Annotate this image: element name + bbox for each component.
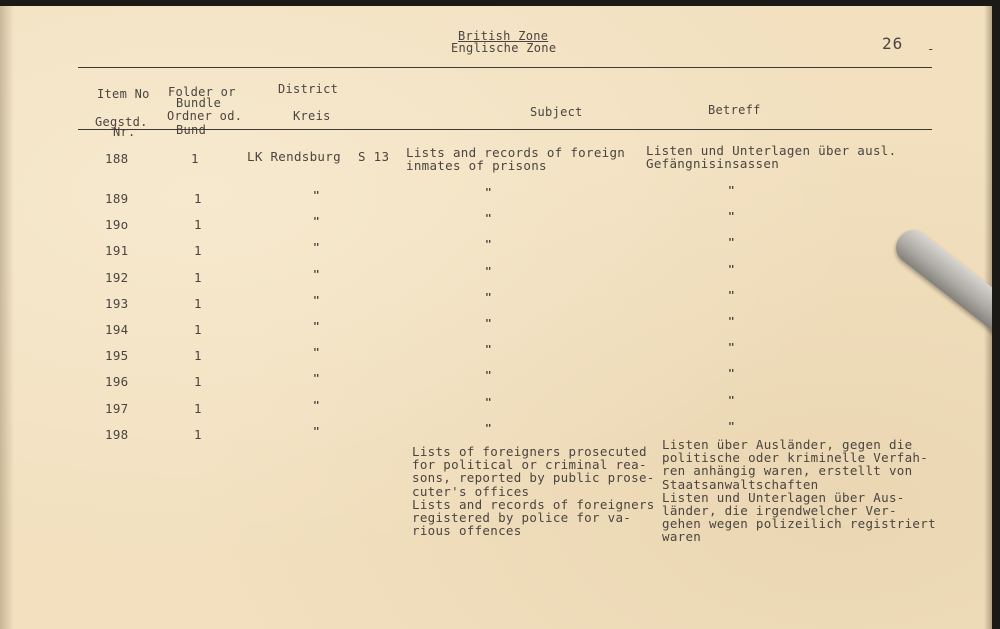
header-top-rule: [78, 67, 932, 68]
page-number-mark: -: [927, 41, 935, 56]
row-item-number: 195: [105, 348, 129, 364]
header-bottom-rule: [78, 129, 932, 130]
row-district-ditto: ": [313, 241, 320, 255]
binding-shadow: [0, 6, 14, 629]
row-folder-count: 1: [194, 191, 202, 206]
row-subject-ditto: ": [485, 395, 492, 409]
row-item-number: 198: [105, 426, 129, 442]
row-subject-ditto: ": [485, 421, 492, 435]
row-betreff-ditto: ": [728, 315, 735, 328]
row-betreff-ditto: ": [728, 419, 735, 433]
col-item-label-de: Gegstd.: [95, 115, 148, 129]
row-188-betreff-line2: Gefängnisinsassen: [646, 156, 780, 171]
row-188-section: S 13: [358, 149, 390, 164]
row-betreff-ditto: ": [728, 393, 735, 407]
row-subject-ditto: ": [485, 238, 492, 252]
row-item-number: 196: [105, 374, 129, 390]
row-district-ditto: ": [313, 267, 320, 281]
row-folder-count: 1: [194, 374, 202, 390]
row-folder-count: 1: [194, 217, 202, 233]
row-district-ditto: ": [313, 372, 320, 386]
row-188-district: LK Rendsburg: [247, 149, 341, 164]
col-item-label-abbrev: Nr.: [113, 125, 136, 139]
row-item-number: 197: [105, 400, 129, 416]
row-188-folder: 1: [191, 151, 199, 166]
row-item-number: 194: [105, 322, 129, 337]
row-betreff-ditto: ": [728, 210, 735, 224]
row-district-ditto: ": [313, 320, 320, 333]
row-district-ditto: ": [313, 424, 320, 438]
row-item-number: 192: [105, 269, 129, 285]
row-district-ditto: ": [313, 189, 320, 202]
row-district-ditto: ": [313, 346, 320, 360]
col-subject-label: Subject: [530, 105, 583, 119]
row-subject-ditto: ": [485, 186, 492, 199]
page-number: 26: [882, 34, 904, 53]
row-188-subject-line1: Lists and records of foreign: [406, 145, 626, 160]
pointer-tool: [890, 224, 992, 349]
col-betreff-label: Betreff: [708, 103, 761, 117]
row-item-number: 189: [105, 191, 129, 206]
col-folder-label-3: Ordner od.: [167, 109, 243, 123]
row-188-item: 188: [105, 151, 129, 166]
col-folder-label-4: Bund: [176, 123, 207, 137]
row-subject-ditto: ": [485, 369, 492, 383]
row-item-number: 19o: [105, 217, 129, 233]
row-folder-count: 1: [194, 348, 202, 364]
row-item-number: 193: [105, 295, 129, 311]
row-folder-count: 1: [194, 400, 202, 416]
row-folder-count: 1: [194, 426, 202, 442]
col-district-label-de: Kreis: [293, 109, 331, 123]
row-subject-ditto: ": [485, 343, 492, 357]
row-subject-ditto: ": [485, 317, 492, 330]
zone-title-english: British Zone: [458, 29, 549, 43]
row-folder-count: 1: [194, 269, 202, 285]
col-folder-label-1: Folder or: [168, 85, 236, 99]
subject-notes-block: Lists of foreigners prosecuted for political or criminal rea- sons, reported by public prose- cuter's offices Lists and records of foreigners registered by police for va- rious offences: [412, 444, 655, 539]
row-betreff-ditto: ": [728, 367, 735, 381]
row-folder-count: 1: [194, 243, 202, 259]
row-item-number: 191: [105, 243, 129, 259]
zone-title-german: Englische Zone: [451, 41, 557, 55]
row-188-subject-line2: inmates of prisons: [406, 158, 547, 173]
row-subject-ditto: ": [485, 264, 492, 278]
row-betreff-ditto: ": [728, 236, 735, 250]
col-district-label-en: District: [278, 82, 339, 96]
betreff-notes-block: Listen über Ausländer, gegen die politische oder kriminelle Verfah- ren anhängig waren, erstellt von Staatsanwaltschaften Listen und Unterlagen über Aus- länder, die irgendwelcher Ver- gehen wegen polizeilich registriert waren: [662, 437, 936, 545]
row-betreff-ditto: ": [728, 262, 735, 276]
row-betreff-ditto: ": [728, 184, 735, 197]
row-district-ditto: ": [313, 398, 320, 412]
row-subject-ditto: ": [485, 212, 492, 226]
row-folder-count: 1: [194, 295, 202, 311]
row-district-ditto: ": [313, 215, 320, 229]
row-district-ditto: ": [313, 293, 320, 307]
row-subject-ditto: ": [485, 290, 492, 304]
document-page: [0, 6, 992, 629]
col-folder-label-2: Bundle: [176, 96, 222, 110]
row-188-betreff-line1: Listen und Unterlagen über ausl.: [646, 143, 897, 158]
row-betreff-ditto: ": [728, 288, 735, 302]
row-folder-count: 1: [194, 322, 202, 337]
row-betreff-ditto: ": [728, 341, 735, 355]
col-item-label-en: Item No: [97, 87, 150, 101]
